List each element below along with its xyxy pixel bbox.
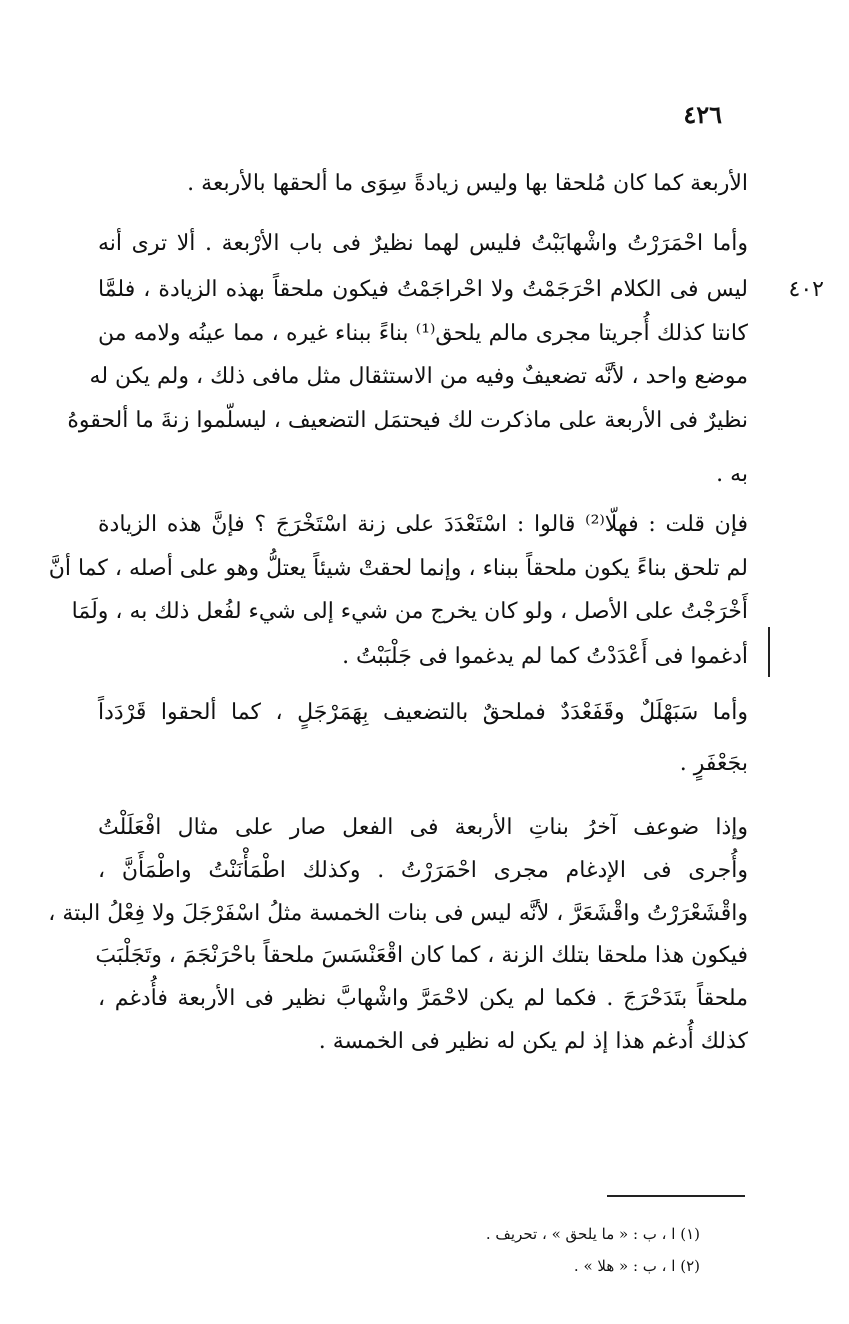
text-line: وأما احْمَرَرْتُ واشْهابَبْتُ فليس لهما نظيرٌ فى باب الأرْبعة . ألا ترى أنه <box>98 231 748 256</box>
margin-page-number: ٤٠٢ <box>788 277 824 302</box>
text-line: كانتا كذلك أُجريتا مجرى مالم يلحق⁽¹⁾ بناءً ببناء غيره ، مما عينُه ولامه من <box>98 321 748 346</box>
text-line: وإذا ضوعف آخرُ بناتِ الأربعة فى الفعل صار على مثال افْعَلَلْتُ <box>98 815 748 840</box>
text-line: فيكون هذا ملحقا بتلك الزنة ، كما كان اقْعَنْسَسَ ملحقاً باحْرَنْجَمَ ، وتَجَلْبَبَ <box>95 943 748 968</box>
margin-bar <box>768 627 770 677</box>
footnote: (١) ا ، ب : « ما يلحق » ، تحريف . <box>485 1225 700 1243</box>
footnote-separator <box>607 1195 745 1197</box>
text-line: لم تلحق بناءً يكون ملحقاً ببناء ، وإنما لحقتْ شيئاً يعتلُّ وهو على أصله ، كما أنَّ <box>48 556 748 581</box>
footnote: (٢) ا ، ب : « هلا » . <box>573 1257 700 1275</box>
text-line: كذلك أُدغم هذا إذ لم يكن له نظير فى الخمسة . <box>318 1029 748 1054</box>
text-line: الأربعة كما كان مُلحقا بها وليس زيادةً سِوَى ما ألحقها بالأربعة . <box>187 171 748 196</box>
text-line: وأما سَبَهْلَلٌ وقَفَعْدَدٌ فملحقٌ بالتضعيف بِهَمَرْجَلٍ ، كما ألحقوا قَرْدَداً <box>98 700 748 725</box>
text-line: فإن قلت : فهلّا⁽²⁾ قالوا : اسْتَعْدَدَ على زنة اسْتَخْرَجَ ؟ فإنَّ هذه الزيادة <box>98 512 748 537</box>
text-line: به . <box>716 462 748 487</box>
page-number: ٤٢٦ <box>683 100 722 129</box>
text-line: ليس فى الكلام احْرَجَمْتُ ولا احْراجَمْتُ فيكون ملحقاً بهذه الزيادة ، فلمَّا <box>98 277 748 302</box>
text-line: بجَعْفَرٍ . <box>679 751 748 776</box>
text-line: ملحقاً بتَدَحْرَجَ . فكما لم يكن لاحْمَرَّ واشْهابَّ نظير فى الأربعة فأُدغم ، <box>98 986 748 1011</box>
text-line: واقْشَعْرَرْتُ واقْشَعَرَّ ، لأنَّه ليس فى بنات الخمسة مثلُ اسْفَرْجَلَ ولا فِعْلُ البتة ، <box>48 901 748 926</box>
text-line: موضع واحد ، لأنَّه تضعيفٌ وفيه من الاستثقال مثل مافى ذلك ، ولم يكن له <box>89 364 748 389</box>
text-line: وأُجرى فى الإدغام مجرى احْمَرَرْتُ . وكذلك اطْمَأْنَنْتُ واطْمَأَنَّ ، <box>98 858 748 883</box>
text-line: نظيرٌ فى الأربعة على ماذكرت لك فيحتمَل التضعيف ، ليسلّموا زنةَ ما ألحقوهُ <box>67 408 748 433</box>
text-line: أدغموا فى أَعْدَدْتُ كما لم يدغموا فى جَلْبَبْتُ . <box>342 644 748 669</box>
text-line: أَخْرَجْتُ على الأصل ، ولو كان يخرج من شيء إلى شيء لفُعل ذلك به ، ولَمَا <box>71 599 748 624</box>
